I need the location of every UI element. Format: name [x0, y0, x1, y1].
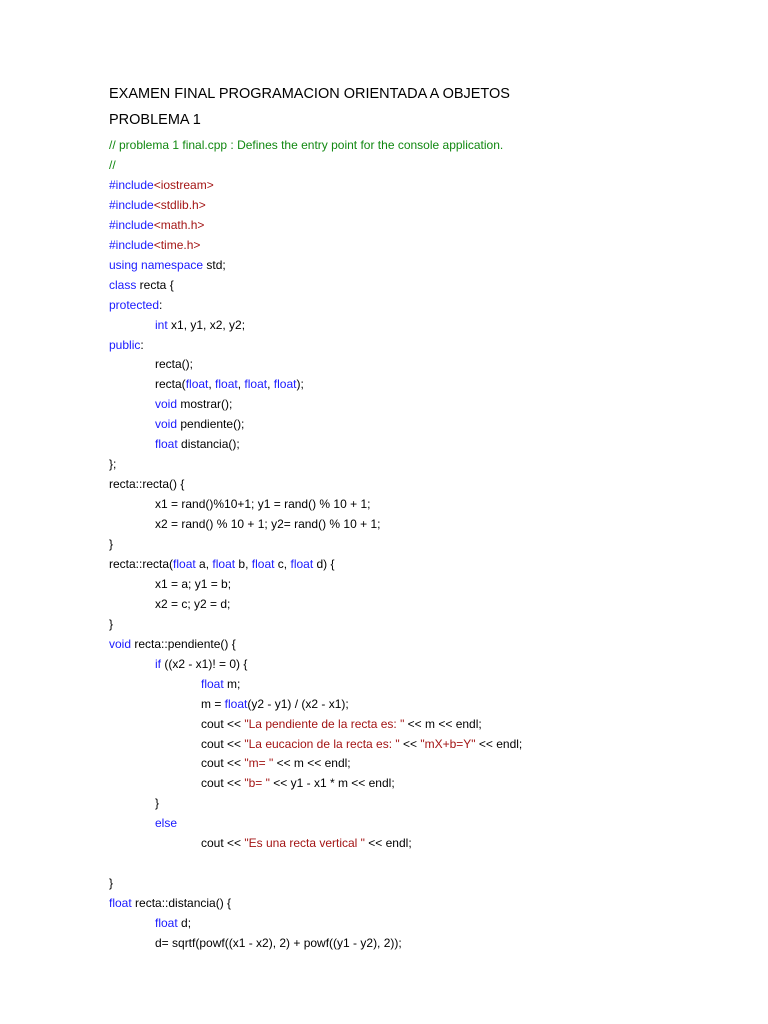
code-line	[109, 536, 113, 552]
code-line	[109, 177, 214, 193]
code-line	[155, 656, 247, 672]
code-text: };	[109, 457, 117, 472]
code-line	[155, 935, 402, 951]
code-line	[109, 137, 503, 153]
code-keyword: using	[109, 257, 138, 272]
code-string: <math.h>	[153, 217, 205, 232]
code-line	[155, 915, 191, 931]
code-line	[201, 696, 349, 712]
code-line	[155, 576, 231, 592]
code-string: "mX+b=Y"	[420, 736, 476, 751]
code-line	[155, 376, 304, 392]
code-text: << m << endl;	[404, 716, 482, 731]
code-text: ,	[237, 377, 245, 392]
code-line	[109, 875, 113, 891]
code-text: x1 = a; y1 = b;	[155, 576, 232, 591]
code-text: pendiente();	[177, 417, 245, 432]
code-text: b,	[235, 556, 252, 571]
code-text: }	[109, 616, 114, 631]
code-text: m;	[223, 676, 241, 691]
code-text: recta::distancia() {	[131, 896, 232, 911]
code-keyword: float	[224, 696, 248, 711]
code-line	[155, 795, 159, 811]
code-string: <time.h>	[153, 237, 201, 252]
code-line	[109, 257, 226, 273]
code-line	[155, 436, 240, 452]
code-text: ,	[267, 377, 274, 392]
code-text: << endl;	[364, 836, 412, 851]
code-text: ,	[208, 377, 216, 392]
code-keyword: float	[185, 377, 209, 392]
code-text: }	[155, 796, 160, 811]
code-text: recta::recta(	[109, 556, 174, 571]
code-text: );	[296, 377, 304, 392]
code-text: d) {	[313, 556, 335, 571]
code-line	[109, 237, 200, 253]
code-line	[155, 356, 193, 372]
code-text: (y2 - y1) / (x2 - x1);	[247, 696, 349, 711]
code-line	[109, 157, 116, 173]
code-text: x1 = rand()%10+1; y1 = rand() % 10 + 1;	[155, 497, 371, 512]
code-line	[109, 197, 206, 213]
code-line	[109, 217, 204, 233]
code-keyword: float	[155, 916, 178, 931]
code-keyword: class	[109, 277, 137, 292]
code-keyword: protected	[109, 297, 160, 312]
code-string: "La pendiente de la recta es: "	[244, 716, 405, 731]
code-text: << endl;	[475, 736, 523, 751]
code-text: recta::pendiente() {	[131, 636, 236, 651]
code-line	[155, 496, 370, 512]
code-line	[201, 755, 351, 771]
code-line	[109, 476, 184, 492]
code-line	[201, 835, 412, 851]
problem-heading: PROBLEMA 1	[109, 112, 201, 128]
code-line	[201, 676, 240, 692]
code-keyword: float	[251, 556, 275, 571]
code-line	[155, 396, 232, 412]
code-keyword: #include	[109, 177, 154, 192]
code-text: recta();	[155, 357, 194, 372]
code-keyword: float	[155, 437, 178, 452]
code-string: "b= "	[244, 776, 270, 791]
code-keyword: #include	[109, 237, 154, 252]
code-line	[155, 516, 380, 532]
code-line	[109, 616, 113, 632]
code-text: }	[109, 537, 114, 551]
code-keyword: void	[155, 397, 178, 412]
code-keyword: float	[215, 377, 238, 392]
code-text: <<	[399, 736, 421, 751]
code-text: std;	[203, 257, 226, 272]
code-comment: //	[109, 157, 116, 172]
code-text: }	[109, 876, 114, 891]
code-line	[155, 416, 244, 432]
code-keyword: #include	[109, 197, 154, 212]
code-text: ((x2 - x1)! = 0) {	[161, 656, 248, 671]
code-text: cout <<	[201, 836, 245, 851]
document-title: EXAMEN FINAL PROGRAMACION ORIENTADA A OBJETOS	[109, 86, 510, 102]
code-text: cout <<	[201, 736, 245, 751]
code-string: <stdlib.h>	[153, 197, 206, 212]
code-line	[109, 297, 162, 313]
code-line	[109, 636, 236, 652]
code-text: d;	[177, 916, 192, 931]
code-keyword: #include	[109, 217, 154, 232]
code-text: << m << endl;	[273, 756, 351, 771]
code-keyword: public	[109, 337, 141, 352]
code-text: a,	[195, 556, 213, 571]
code-line	[155, 596, 230, 612]
code-keyword: void	[155, 417, 178, 432]
code-text: c,	[274, 556, 291, 571]
code-keyword: float	[109, 896, 132, 911]
code-keyword: float	[244, 377, 268, 392]
code-string: "Es una recta vertical "	[244, 836, 365, 851]
code-keyword: void	[109, 636, 132, 651]
code-keyword: if	[155, 656, 161, 671]
code-text: :	[140, 337, 144, 352]
code-keyword: float	[201, 676, 224, 691]
code-text: cout <<	[201, 776, 245, 791]
code-text: cout <<	[201, 756, 245, 771]
code-keyword: float	[173, 556, 196, 571]
code-keyword: namespace	[141, 257, 204, 272]
code-text: :	[159, 297, 163, 312]
code-line	[201, 736, 522, 752]
code-line	[109, 556, 335, 572]
code-text: cout <<	[201, 716, 245, 731]
code-line	[201, 775, 395, 791]
code-string: "m= "	[244, 756, 274, 771]
code-keyword: int	[155, 317, 168, 332]
code-line	[109, 456, 116, 472]
code-line	[109, 337, 144, 353]
code-line	[109, 895, 231, 911]
code-keyword: float	[273, 377, 297, 392]
code-line	[155, 317, 245, 333]
code-string: "La eucacion de la recta es: "	[244, 736, 400, 751]
code-text: recta(	[155, 377, 186, 392]
code-text: distancia();	[177, 437, 240, 452]
code-text: x2 = rand() % 10 + 1; y2= rand() % 10 + 1;	[155, 517, 381, 532]
code-text: mostrar();	[177, 397, 233, 412]
code-text: << y1 - x1 * m << endl;	[269, 776, 395, 791]
code-text: x1, y1, x2, y2;	[167, 317, 246, 332]
code-text: recta {	[136, 277, 174, 292]
code-string: <iostream>	[153, 177, 214, 192]
code-text: d= sqrtf(powf((x1 - x2), 2) + powf((y1 - y2), 2));	[155, 936, 402, 950]
code-text: x2 = c; y2 = d;	[155, 596, 231, 611]
code-line	[109, 277, 174, 293]
code-line	[201, 716, 482, 732]
code-line	[155, 815, 177, 831]
code-comment: // problema 1 final.cpp : Defines the entry point for the console application.	[109, 138, 504, 152]
code-keyword: float	[290, 556, 314, 571]
code-text: recta::recta() {	[109, 477, 185, 492]
code-keyword: float	[212, 556, 236, 571]
code-keyword: else	[155, 816, 178, 831]
code-text: m =	[201, 696, 225, 711]
